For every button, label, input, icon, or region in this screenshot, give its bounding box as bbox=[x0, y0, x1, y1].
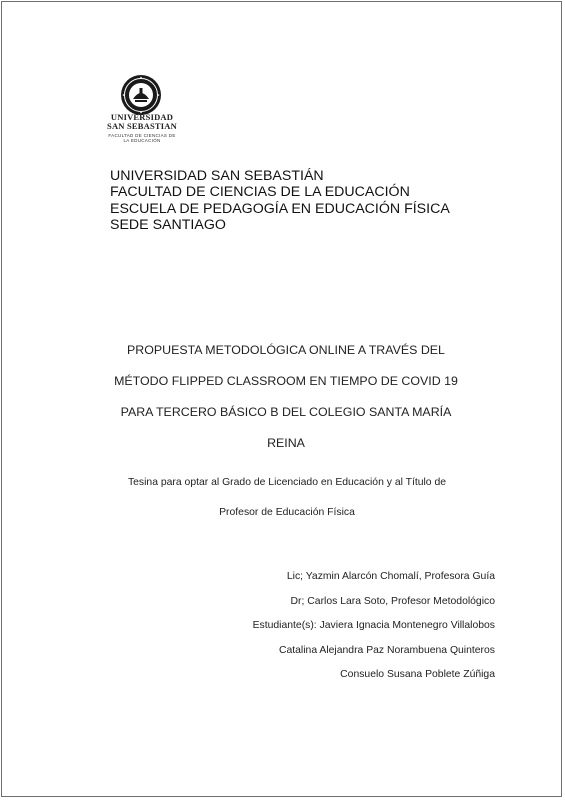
guide-professor: Lic; Yazmin Alarcón Chomalí, Profesora Guía bbox=[286, 571, 495, 582]
degree-statement bbox=[82, 468, 492, 528]
methodology-professor: Dr; Carlos Lara Soto, Profesor Metodológico bbox=[290, 595, 495, 607]
university-logo bbox=[92, 74, 192, 146]
title-line-4: REINA bbox=[267, 436, 305, 450]
degree-line-1: Tesina para optar al Grado de Licenciado en Educación y al Título de bbox=[127, 477, 447, 488]
logo-name-line1: UNIVERSIDAD bbox=[110, 112, 174, 122]
campus-name: SEDE SANTIAGO bbox=[110, 216, 226, 233]
logo-subtitle-line1: FACULTAD DE CIENCIAS DE bbox=[108, 133, 176, 138]
faculty-name: FACULTAD DE CIENCIAS DE LA EDUCACIÓN bbox=[110, 184, 410, 201]
title-line-2: MÉTODO FLIPPED CLASSROOM EN TIEMPO DE COVID 19 bbox=[114, 374, 458, 388]
institution-header bbox=[110, 168, 530, 233]
authors-block bbox=[135, 565, 495, 688]
title-line-1: PROPUESTA METODOLÓGICA ONLINE A TRAVÉS DEL bbox=[127, 343, 445, 357]
student-1: Estudiante(s): Javiera Ignacia Montenegro Villalobos bbox=[252, 620, 495, 632]
university-seal-icon bbox=[120, 74, 162, 116]
school-name: ESCUELA DE PEDAGOGÍA EN EDUCACIÓN FÍSICA bbox=[110, 200, 450, 217]
logo-subtitle-line2: LA EDUCACIÓN bbox=[123, 138, 161, 143]
document-page bbox=[1, 1, 562, 797]
title-line-3: PARA TERCERO BÁSICO B DEL COLEGIO SANTA MARÍA bbox=[120, 405, 452, 419]
thesis-title bbox=[92, 335, 480, 459]
student-3: Consuelo Susana Poblete Zúñiga bbox=[340, 669, 495, 681]
logo-name-line2: SAN SEBASTIAN bbox=[107, 121, 177, 131]
university-name: UNIVERSIDAD SAN SEBASTIÁN bbox=[110, 168, 324, 184]
student-2: Catalina Alejandra Paz Norambuena Quinteros bbox=[278, 644, 495, 656]
degree-line-2: Profesor de Educación Física bbox=[219, 507, 355, 518]
